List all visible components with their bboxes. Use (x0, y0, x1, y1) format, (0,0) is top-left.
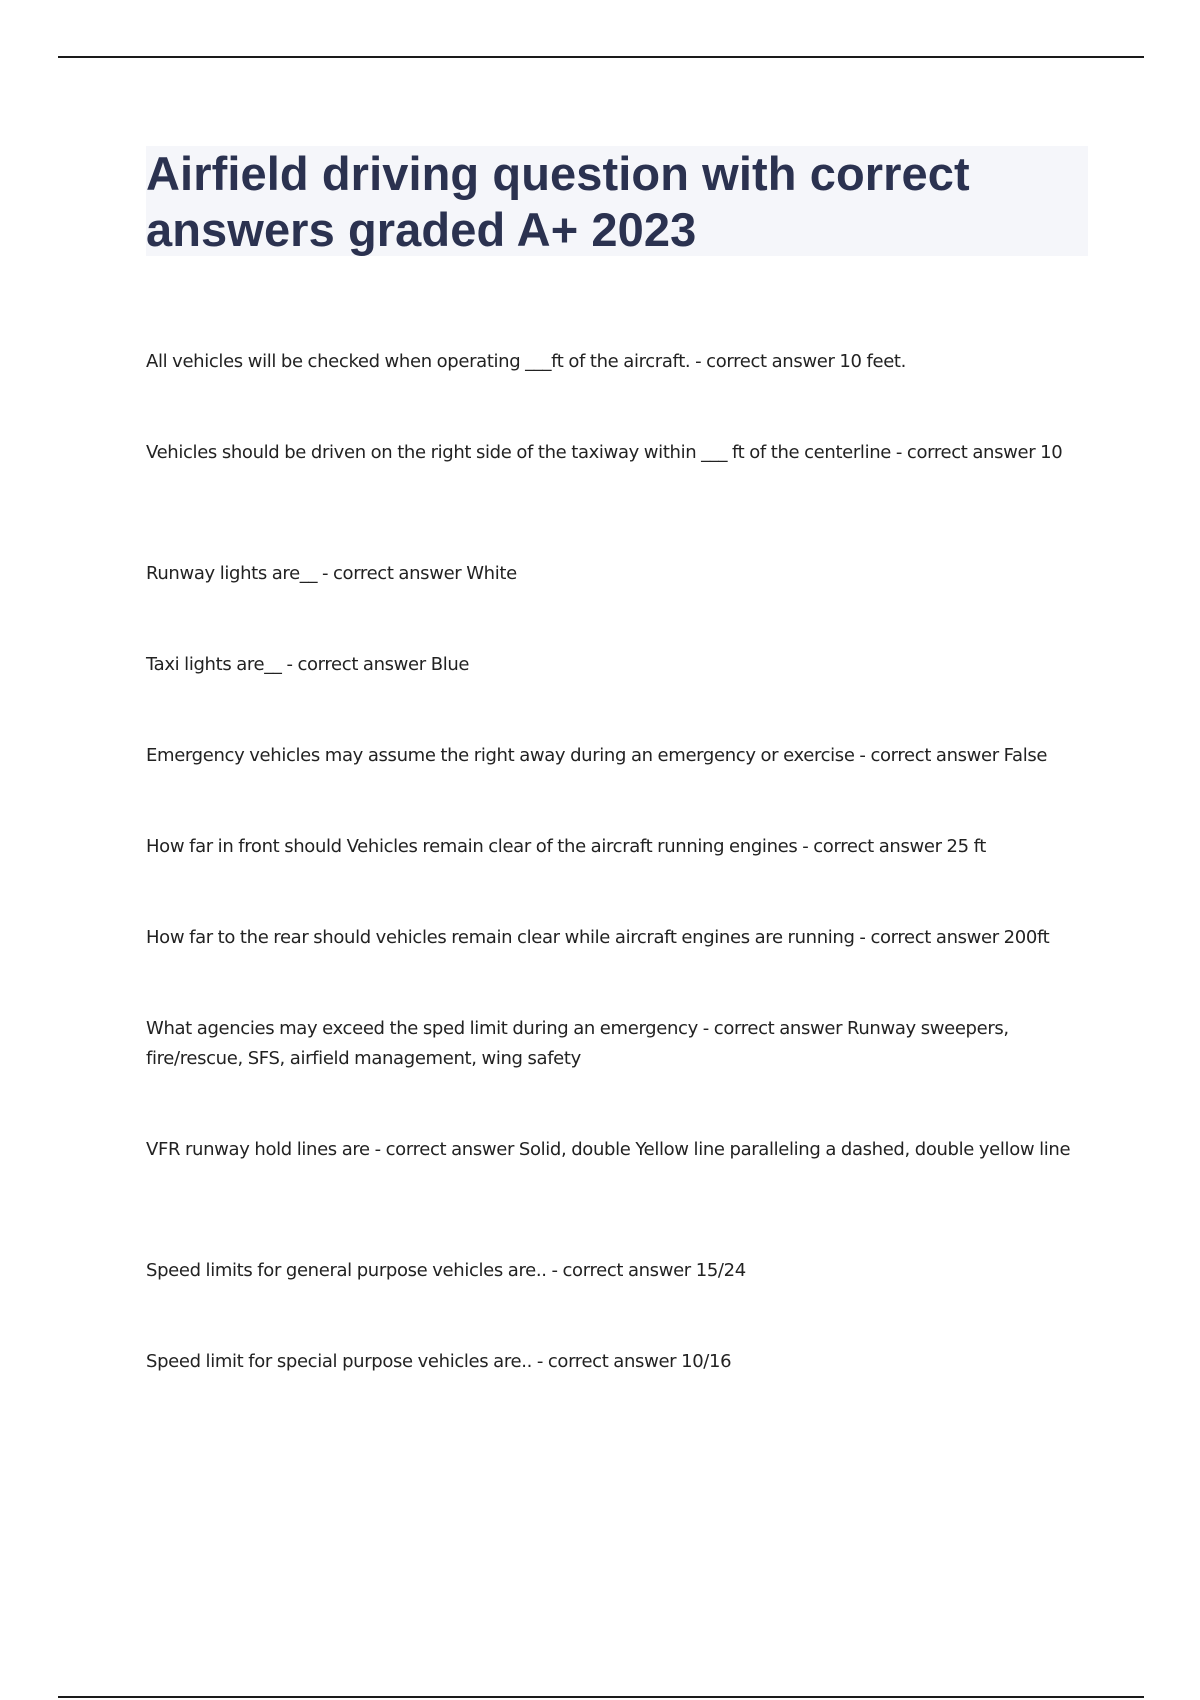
page-title: Airfield driving question with correct answers graded A+ 2023 (146, 147, 970, 256)
qa-item: VFR runway hold lines are - correct answer Solid, double Yellow line paralleling a dashed, double yellow line (146, 1139, 1071, 1160)
qa-item: How far to the rear should vehicles remain clear while aircraft engines are running - correct answer 200ft (146, 927, 1050, 948)
title-block (146, 146, 1088, 256)
qa-item: Speed limits for general purpose vehicles are.. - correct answer 15/24 (146, 1260, 746, 1281)
qa-item: Taxi lights are__ - correct answer Blue (146, 654, 470, 675)
qa-item: Vehicles should be driven on the right side of the taxiway within ___ ft of the centerline - correct answer 10 (146, 442, 1063, 463)
qa-item: What agencies may exceed the sped limit during an emergency - correct answer Runway sweepers, fire/rescue, SFS, airfield management, wing safety (146, 1018, 1009, 1069)
qa-item: Emergency vehicles may assume the right away during an emergency or exercise - correct answer False (146, 745, 1048, 766)
footer-rule (58, 1696, 1144, 1698)
qa-list (146, 347, 1092, 1438)
qa-item: Runway lights are__ - correct answer White (146, 563, 517, 584)
header-rule (58, 56, 1144, 58)
qa-item: How far in front should Vehicles remain clear of the aircraft running engines - correct answer 25 ft (146, 836, 986, 857)
qa-item: All vehicles will be checked when operating ___ft of the aircraft. - correct answer 10 feet. (146, 351, 906, 372)
qa-item: Speed limit for special purpose vehicles are.. - correct answer 10/16 (146, 1351, 732, 1372)
